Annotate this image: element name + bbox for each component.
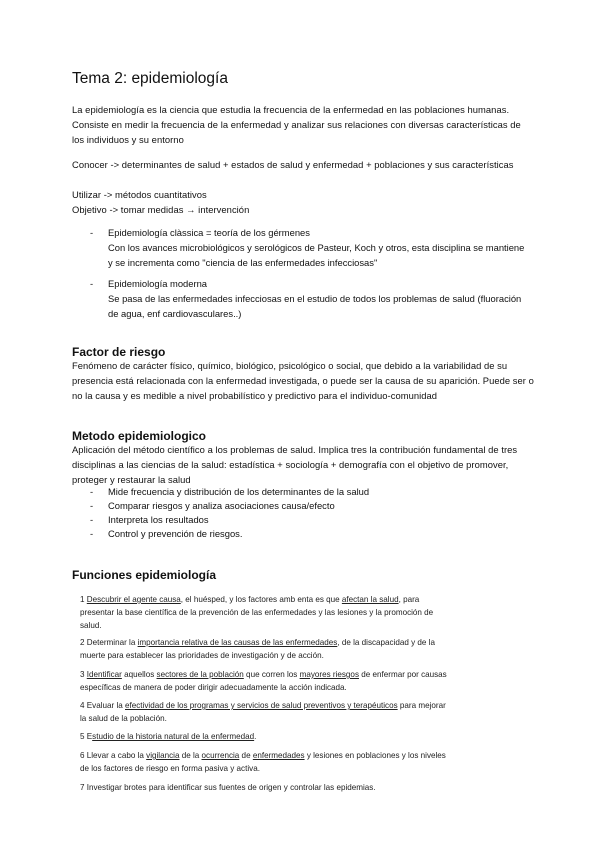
- list-item-text: Comparar riesgos y analiza asociaciones causa/efecto: [108, 500, 335, 511]
- funcion-underline: vigilancia: [146, 751, 180, 760]
- funcion-item-2: [80, 636, 452, 662]
- funcion-text: 6 Llevar a cabo la: [80, 751, 147, 760]
- funcion-text: , de la discapacidad y de la muerte para establecer las prioridades de investigación y de acción.: [80, 638, 435, 661]
- metodo-paragraph: Aplicación del método científico a los problemas de salud. Implica tres la contribución fundamental de tres disciplinas a las ciencias de la salud: estadística + sociología + demografía con el objetivo de promover, proteger y restaurar la salud: [72, 444, 518, 486]
- funcion-text: , para presentar la base científica de la prevención de las enfermedades y las lesiones y la promoción de salud.: [80, 595, 434, 631]
- bullet-dash: -: [90, 500, 94, 511]
- bullet-dash: -: [90, 486, 94, 497]
- funcion-underline: mayores riesgos: [299, 670, 359, 679]
- funcion-text: y lesiones en poblaciones y los niveles de los factores de riesgo en forma pasiva y activa.: [80, 751, 446, 774]
- funcion-underline: importancia relativa de las causas de las enfermedades: [137, 638, 338, 647]
- funcion-underline: ocurrencia: [201, 751, 240, 760]
- conocer-line: Conocer -> determinantes de salud + estados de salud y enfermedad + poblaciones y sus características: [72, 159, 514, 170]
- list-item-title: Epidemiología clàssica = teoría de los gérmenes: [108, 227, 310, 238]
- list-item-metodo-3: [90, 512, 530, 527]
- page-title: Tema 2: epidemiología: [72, 70, 228, 87]
- bullet-dash: -: [90, 514, 94, 525]
- section-heading-funciones: Funciones epidemiología: [72, 568, 217, 582]
- funcion-item-1: [80, 593, 452, 633]
- funcion-text: 7 Investigar brotes para identificar sus fuentes de origen y controlar las epidemias.: [80, 783, 376, 792]
- funcion-item-5: [80, 730, 452, 743]
- funcion-text: de la: [179, 751, 202, 760]
- funcion-underline: afectan la salud: [341, 595, 399, 604]
- list-item-metodo-4: [90, 526, 530, 541]
- list-item-text: Se pasa de las enfermedades infecciosas en el estudio de todos los problemas de salud (fluoración de agua, enf cardiovasculares..): [108, 293, 522, 320]
- list-item-text: Interpreta los resultados: [108, 514, 209, 525]
- list-item-text: Mide frecuencia y distribución de los determinantes de la salud: [108, 486, 370, 497]
- factor-paragraph: Fenómeno de carácter físico, químico, biológico, psicológico o social, que debido a la variabilidad de su presencia está relacionada con la enfermedad investigada, o puede ser la causa de su aparición. Puede ser o no la causa y es medible a nivel probabilístico y predictivo para el individuo-comunidad: [72, 360, 534, 402]
- bullet-dash: -: [90, 227, 94, 238]
- funcion-underline: efectividad de los programas y servicios de salud preventivos y terapéuticos: [125, 701, 398, 710]
- funcion-underline: Descubrir el agente causa: [86, 595, 181, 604]
- objetivo-line: Objetivo -> tomar medidas → intervención: [72, 204, 250, 215]
- funcion-item-7: [80, 781, 452, 794]
- funcion-text: que corren los: [243, 670, 300, 679]
- funcion-underline: sectores de la población: [156, 670, 244, 679]
- funcion-text: para mejorar la salud de la población.: [80, 701, 446, 724]
- section-heading-factor: Factor de riesgo: [72, 345, 166, 359]
- funcion-item-3: [80, 668, 452, 694]
- utilizar-line: Utilizar -> métodos cuantitativos: [72, 189, 207, 200]
- funcion-underline: enfermedades: [252, 751, 305, 760]
- section-heading-metodo: Metodo epidemiologico: [72, 429, 206, 443]
- funcion-text: de: [239, 751, 253, 760]
- funcion-item-4: [80, 699, 452, 725]
- funcion-text: .: [254, 732, 257, 741]
- list-item-text: Control y prevención de riesgos.: [108, 528, 243, 539]
- list-item-epi-moderna: [90, 276, 530, 322]
- funcion-text: 5 E: [80, 732, 93, 741]
- funcion-underline: Identificar: [86, 670, 122, 679]
- funcion-number: 1: [80, 595, 85, 604]
- list-item-metodo-2: [90, 498, 530, 513]
- list-item-text: Con los avances microbiológicos y serológicos de Pasteur, Koch y otros, esta disciplina se mantiene y se incrementa como "ciencia de las enfermedades infecciosas": [108, 242, 525, 269]
- list-item-title: Epidemiología moderna: [108, 278, 208, 289]
- funcion-text: 2 Determinar la: [80, 638, 138, 647]
- funcion-item-6: [80, 749, 452, 775]
- funcion-text: de enfermar por causas específicas de manera de poder dirigir adecuadamente la acción indicada.: [80, 670, 447, 693]
- funcion-text: , el huésped, y los factores amb enta es que: [180, 595, 342, 604]
- intro-paragraph: La epidemiología es la ciencia que estudia la frecuencia de la enfermedad en las poblaciones humanas. Consiste en medir la frecuencia de la enfermedad y analizar sus relaciones con diversas características de los individuos y su entorno: [72, 104, 521, 146]
- funcion-text: aquellos: [121, 670, 157, 679]
- funcion-underline: studio de la historia natural de la enfermedad: [92, 732, 255, 741]
- bullet-dash: -: [90, 528, 94, 539]
- list-item-metodo-1: [90, 484, 530, 499]
- funcion-number: 3: [80, 670, 85, 679]
- funcion-text: 4 Evaluar la: [80, 701, 125, 710]
- list-item-epi-clasica: [90, 225, 530, 271]
- bullet-dash: -: [90, 278, 94, 289]
